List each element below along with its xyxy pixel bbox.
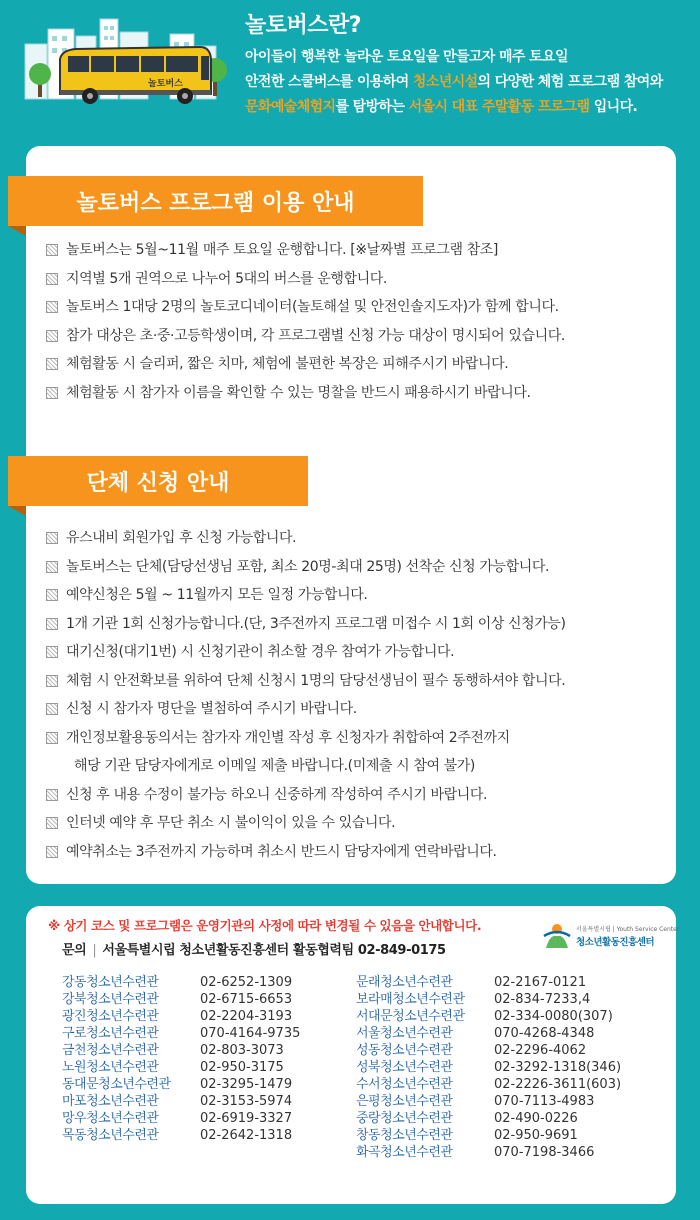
center-name: 창동청소년수련관	[356, 1128, 453, 1143]
contact-text: 서울특별시립 청소년활동진흥센터 활동협력팀 02-849-0175	[102, 943, 446, 958]
list-item-text: 신청 후 내용 수정이 불가능 하오니 신중하게 작성하여 주시기 바랍니다.	[66, 786, 488, 803]
hero-line-2	[245, 70, 663, 95]
center-phone: 02-2296-4062	[494, 1043, 587, 1058]
table-row	[62, 1076, 300, 1093]
list-item	[46, 610, 566, 639]
list-item	[46, 581, 566, 610]
center-list-left	[62, 974, 300, 1144]
center-name: 서대문청소년수련관	[356, 1009, 465, 1024]
table-row	[356, 974, 621, 991]
checkbox-square-icon	[46, 789, 58, 801]
center-name: 동대문청소년수련관	[62, 1077, 171, 1092]
list-item	[46, 809, 566, 838]
center-name: 화곡청소년수련관	[356, 1145, 453, 1160]
list-item	[46, 350, 565, 379]
contact-card	[26, 906, 680, 1204]
center-logo-icon	[542, 920, 572, 950]
center-name: 구로청소년수련관	[62, 1026, 159, 1041]
usage-list	[46, 236, 565, 407]
center-phone: 02-490-0226	[494, 1111, 578, 1126]
checkbox-square-icon	[46, 301, 58, 313]
center-name: 목동청소년수련관	[62, 1128, 159, 1143]
checkbox-square-icon	[46, 646, 58, 658]
table-row	[62, 1127, 300, 1144]
hero-highlight-facility: 청소년시설	[412, 74, 478, 90]
list-item-text: 예약취소는 3주전까지 가능하며 취소시 반드시 담당자에게 연락바랍니다.	[66, 843, 497, 860]
list-item	[46, 524, 566, 553]
checkbox-square-icon	[46, 244, 58, 256]
table-row	[62, 1093, 300, 1110]
list-item	[46, 553, 566, 582]
section-title-group: 단체 신청 안내	[86, 470, 230, 496]
contact-line	[62, 939, 446, 958]
hero-line-2-a: 안전한 스쿨버스를 이용하여	[245, 74, 413, 90]
center-logo	[542, 918, 680, 952]
bus-illustration	[20, 14, 235, 109]
list-item-continuation: 해당 기관 담당자에게로 이메일 제출 바랍니다.(미제출 시 참여 불가)	[74, 758, 475, 774]
center-name: 광진청소년수련관	[62, 1009, 159, 1024]
list-item	[46, 695, 566, 724]
checkbox-square-icon	[46, 732, 58, 744]
center-phone: 02-334-0080(307)	[494, 1009, 613, 1024]
center-name: 노원청소년수련관	[62, 1060, 159, 1075]
list-item-text: 놀토버스는 단체(담당선생님 포함, 최소 20명-최대 25명) 선착순 신청 가능합니다.	[66, 558, 550, 575]
table-row	[62, 1110, 300, 1127]
contact-label: 문의	[62, 943, 87, 958]
checkbox-square-icon	[46, 618, 58, 630]
center-phone: 02-6919-3327	[200, 1111, 293, 1126]
section-banner-usage	[8, 176, 423, 226]
table-row	[356, 1144, 621, 1161]
list-item	[46, 265, 565, 294]
logo-title: 청소년활동진흥센터	[576, 937, 655, 948]
center-name: 은평청소년수련관	[356, 1094, 453, 1109]
table-row	[356, 1127, 621, 1144]
center-list-right	[356, 974, 621, 1161]
center-name: 강동청소년수련관	[62, 975, 159, 990]
list-item	[46, 322, 565, 351]
section-banner-group	[8, 456, 308, 506]
list-item-text: 체험 시 안전확보를 위하여 단체 신청시 1명의 담당선생님이 필수 동행하셔야 합니다.	[66, 672, 566, 689]
table-row	[356, 1076, 621, 1093]
list-item	[46, 724, 566, 781]
table-row	[356, 1059, 621, 1076]
list-item-text: 대기신청(대기1번) 시 신청기관이 취소할 경우 참여가 가능합니다.	[66, 644, 455, 660]
table-row	[62, 974, 300, 991]
center-phone: 02-950-3175	[200, 1060, 284, 1075]
center-phone: 070-7113-4983	[494, 1094, 595, 1109]
center-name: 강북청소년수련관	[62, 992, 159, 1007]
center-phone: 02-2642-1318	[200, 1128, 293, 1143]
checkbox-square-icon	[46, 703, 58, 715]
contact-separator: |	[92, 943, 97, 958]
center-name: 망우청소년수련관	[62, 1111, 159, 1126]
group-list	[46, 524, 566, 866]
center-phone: 070-4164-9735	[200, 1026, 301, 1041]
change-notice: ※ 상기 코스 및 프로그램은 운영기관의 사정에 따라 변경될 수 있음을 안내합니다.	[48, 918, 482, 933]
table-row	[62, 1042, 300, 1059]
checkbox-square-icon	[46, 589, 58, 601]
table-row	[62, 1025, 300, 1042]
table-row	[356, 1025, 621, 1042]
hero-line-3-b: 입니다.	[589, 99, 638, 115]
checkbox-square-icon	[46, 532, 58, 544]
checkbox-square-icon	[46, 817, 58, 829]
center-phone: 02-3295-1479	[200, 1077, 293, 1092]
section-title-usage: 놀토버스 프로그램 이용 안내	[76, 190, 355, 216]
checkbox-square-icon	[46, 358, 58, 370]
logo-subtitle: 서울특별시립 | Youth Service Center	[576, 926, 680, 933]
list-item-text: 유스내비 회원가입 후 신청 가능합니다.	[66, 530, 297, 546]
list-item	[46, 293, 565, 322]
center-phone: 070-4268-4348	[494, 1026, 595, 1041]
hero-text	[245, 8, 663, 120]
center-phone: 02-950-9691	[494, 1128, 578, 1143]
center-phone: 02-3292-1318(346)	[494, 1060, 622, 1075]
center-phone: 02-6715-6653	[200, 992, 293, 1007]
list-item	[46, 838, 566, 867]
hero-highlight-program: 서울시 대표 주말활동 프로그램	[408, 99, 590, 115]
table-row	[62, 1008, 300, 1025]
guide-card	[26, 146, 676, 884]
center-name: 금천청소년수련관	[62, 1043, 159, 1058]
list-item-text: 놀토버스는 5월~11월 매주 토요일 운행합니다. [※날짜별 프로그램 참조]	[66, 242, 498, 258]
checkbox-square-icon	[46, 561, 58, 573]
center-phone: 02-2167-0121	[494, 975, 587, 990]
list-item-text: 체험활동 시 슬리퍼, 짧은 치마, 체험에 불편한 복장은 피해주시기 바랍니다.	[66, 356, 509, 372]
center-phone: 070-7198-3466	[494, 1145, 595, 1160]
center-name: 중랑청소년수련관	[356, 1111, 453, 1126]
center-phone: 02-2226-3611(603)	[494, 1077, 622, 1092]
table-row	[62, 1059, 300, 1076]
center-phone: 02-2204-3193	[200, 1009, 293, 1024]
list-item-text: 신청 시 참가자 명단을 별첨하여 주시기 바랍니다.	[66, 701, 357, 717]
list-item-text: 놀토버스 1대당 2명의 놀토코디네이터(놀토해설 및 안전인솔지도자)가 함께 합니다.	[66, 299, 559, 315]
table-row	[356, 1093, 621, 1110]
center-phone: 02-3153-5974	[200, 1094, 293, 1109]
center-name: 문래청소년수련관	[356, 975, 453, 990]
center-phone: 02-803-3073	[200, 1043, 284, 1058]
center-name: 성북청소년수련관	[356, 1060, 453, 1075]
center-name: 마포청소년수련관	[62, 1094, 159, 1109]
center-phone: 02-834-7233,4	[494, 992, 591, 1007]
list-item-text: 지역별 5개 권역으로 나누어 5대의 버스를 운행합니다.	[66, 270, 387, 287]
center-name: 보라매청소년수련관	[356, 992, 465, 1007]
list-item	[46, 781, 566, 810]
table-row	[356, 991, 621, 1008]
checkbox-square-icon	[46, 387, 58, 399]
center-name: 서울청소년수련관	[356, 1026, 453, 1041]
list-item-text: 체험활동 시 참가자 이름을 확인할 수 있는 명찰을 반드시 패용하시기 바랍니다.	[66, 384, 531, 401]
checkbox-square-icon	[46, 846, 58, 858]
table-row	[356, 1008, 621, 1025]
table-row	[356, 1110, 621, 1127]
list-item	[46, 638, 566, 667]
checkbox-square-icon	[46, 273, 58, 285]
table-row	[356, 1042, 621, 1059]
list-item-text: 예약신청은 5월 ~ 11월까지 모든 일정 가능합니다.	[66, 587, 368, 603]
checkbox-square-icon	[46, 330, 58, 342]
hero-title: 놀토버스란?	[245, 13, 362, 38]
hero-line-3-a: 를 탐방하는	[335, 99, 409, 115]
list-item	[46, 236, 565, 265]
list-item-text: 개인정보활용동의서는 참가자 개인별 작성 후 신청자가 취합하여 2주전까지	[66, 729, 510, 746]
list-item-text: 참가 대상은 초·중·고등학생이며, 각 프로그램별 신청 가능 대상이 명시되어 있습니다.	[66, 327, 565, 344]
list-item	[46, 379, 565, 408]
hero-line-1: 아이들이 행복한 놀라운 토요일을 만들고자 매주 토요일	[245, 49, 568, 65]
table-row	[62, 991, 300, 1008]
hero-line-3	[245, 95, 663, 120]
checkbox-square-icon	[46, 675, 58, 687]
list-item	[46, 667, 566, 696]
hero-highlight-culture: 문화예술체험지	[245, 99, 336, 115]
hero-line-2-b: 의 다양한 체험 프로그램 참여와	[477, 74, 663, 90]
center-name: 성동청소년수련관	[356, 1043, 453, 1058]
hero-header	[0, 0, 700, 140]
list-item-text: 1개 기관 1회 신청가능합니다.(단, 3주전까지 프로그램 미접수 시 1회 이상 신청가능)	[66, 615, 566, 632]
center-phone: 02-6252-1309	[200, 975, 293, 990]
list-item-text: 인터넷 예약 후 무단 취소 시 불이익이 있을 수 있습니다.	[66, 815, 396, 831]
bus-label: 놀토버스	[148, 79, 183, 89]
center-name: 수서청소년수련관	[356, 1077, 453, 1092]
